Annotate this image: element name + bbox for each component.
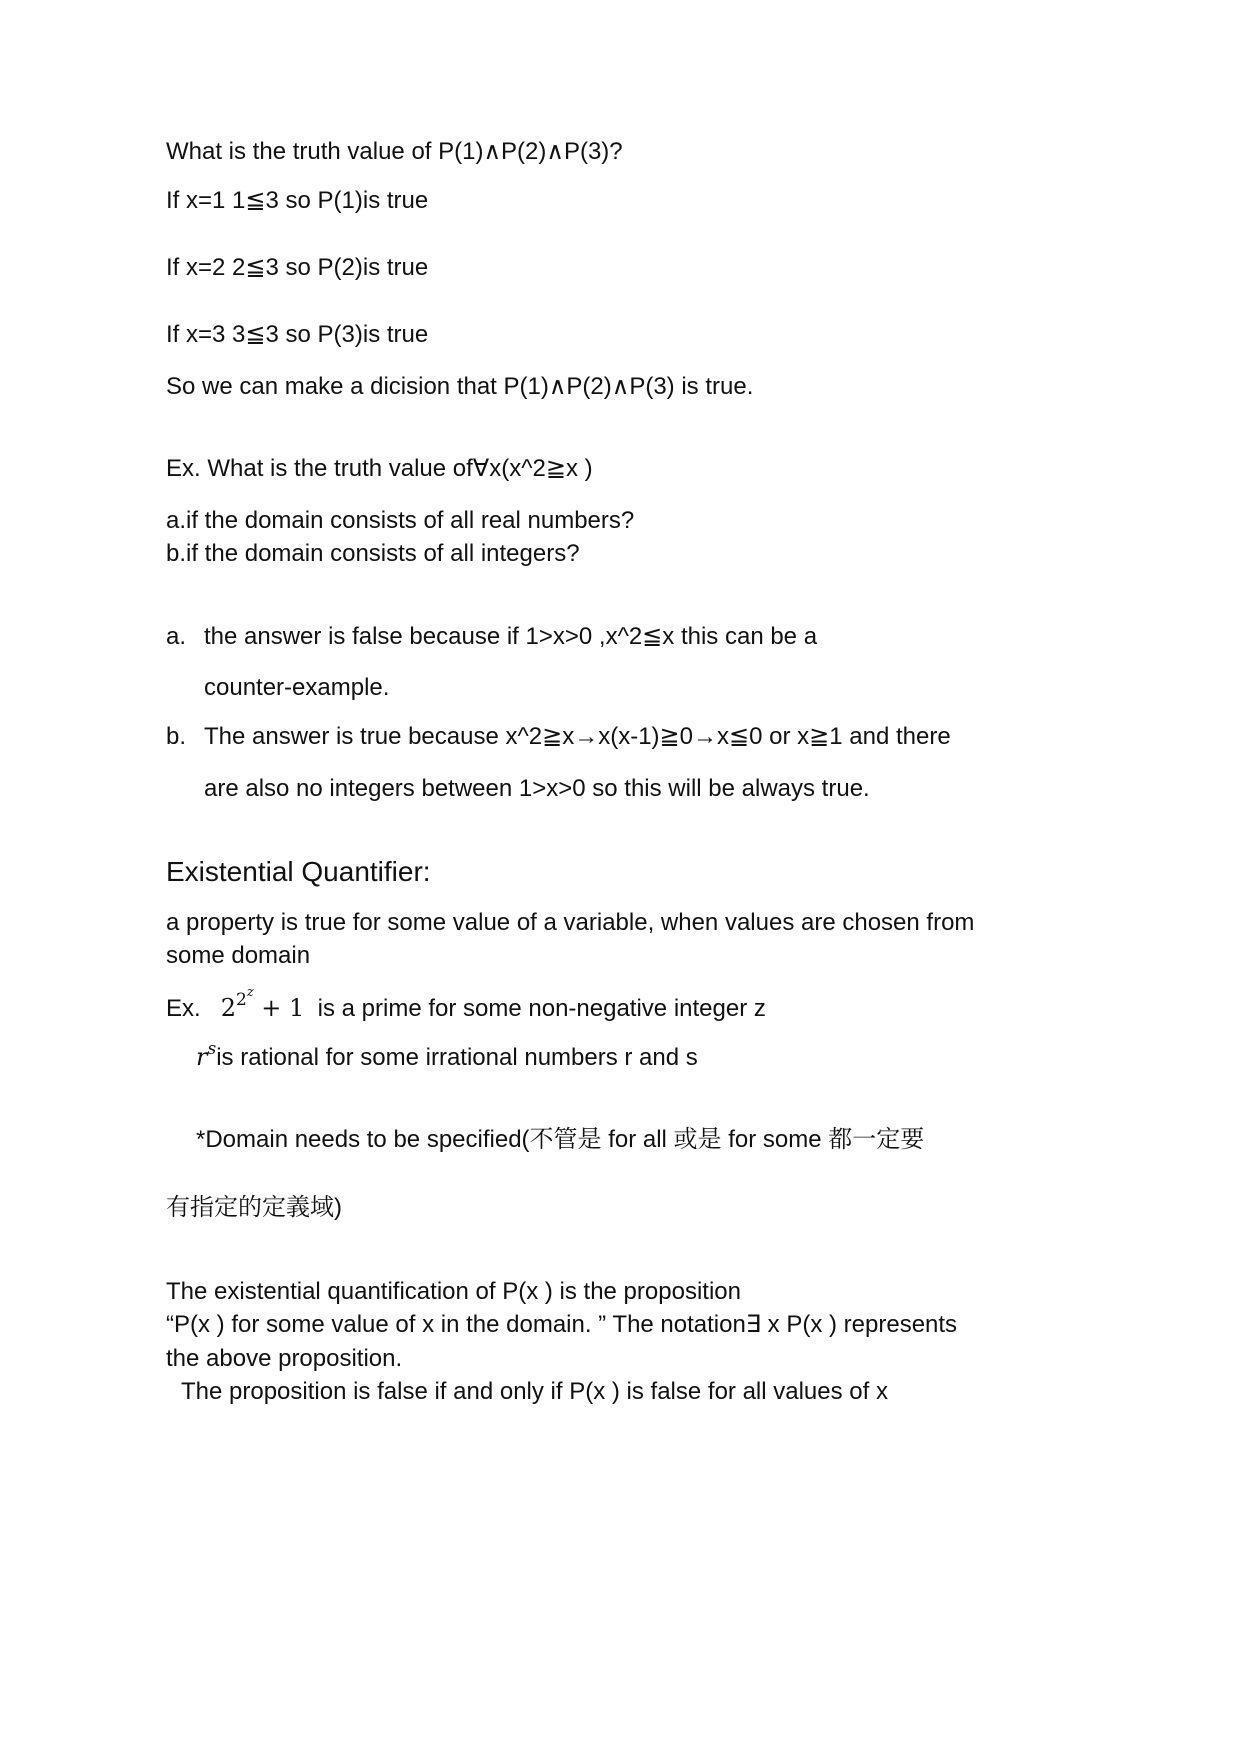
example-label: Ex. [166,995,201,1022]
case-x1: If x=1 1≦3 so P(1)is true [166,187,429,214]
rs-base: r [196,1043,208,1071]
question-a: a.if the domain consists of all real numbers? [166,507,635,534]
case-x2: If x=2 2≦3 so P(2)is true [166,254,429,281]
answer-b-label: b. [166,723,187,750]
example-forall: Ex. What is the truth value of∀x(x^2≧x ) [166,455,593,482]
quantification-line3: the above proposition. [166,1345,403,1372]
domain-note-line2: 有指定的定義域) [166,1194,342,1221]
domain-note-line1: *Domain needs to be specified(不管是 for all 或是 for some 都一定要 [196,1126,925,1153]
definition-line2: some domain [166,942,311,969]
quantification-line1: The existential quantification of P(x ) is the proposition [166,1278,741,1305]
question-b: b.if the domain consists of all integers? [166,540,580,567]
math-tail: + 1 [253,994,305,1022]
answer-b-text: The answer is true because x^2≧x→x(x-1)≧0→x≦0 or x≧1 and there [204,723,951,750]
answer-b-line1 [166,721,951,753]
answer-a-text: the answer is false because if 1>x>0 ,x^2≦x this can be a [204,623,818,650]
answer-a-line2: counter-example. [204,674,390,701]
answer-a-label: a. [166,623,187,650]
case-x3: If x=3 3≦3 so P(3)is true [166,321,429,348]
definition-line1: a property is true for some value of a variable, when values are chosen from [166,909,975,936]
example-rational-text: is rational for some irrational numbers r and s [216,1044,698,1071]
example-prime-text: is a prime for some non-negative integer z [317,995,766,1022]
decision-line: So we can make a dicision that P(1)∧P(2)∧P(3) is true. [166,373,754,400]
answer-a-line1 [166,621,817,653]
math-exponent-inner: z [246,985,254,1000]
example-prime [166,985,766,1029]
answer-b-line2: are also no integers between 1>x>0 so this will be always true. [204,775,870,802]
quantification-line4: The proposition is false if and only if P(x ) is false for all values of x [181,1378,888,1405]
math-exponent: 2 [235,990,247,1010]
section-heading: Existential Quantifier: [166,856,431,887]
question-truth-value: What is the truth value of P(1)∧P(2)∧P(3)? [166,138,623,165]
quantification-line2: “P(x ) for some value of x in the domain. ” The notation∃ x P(x ) represents [166,1311,958,1338]
math-expression [220,985,305,1022]
rs-exponent: s [207,1039,217,1059]
example-rational [196,1041,698,1076]
math-base: 2 [220,994,236,1022]
